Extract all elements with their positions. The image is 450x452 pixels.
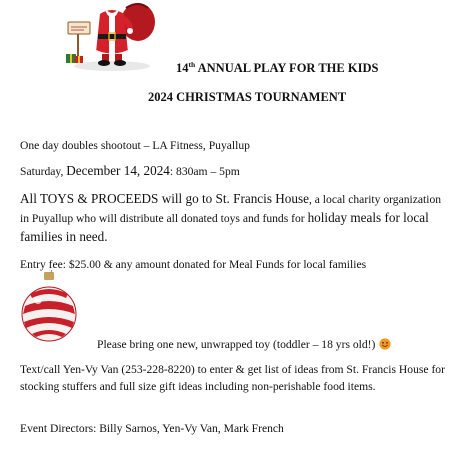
- smiling-face-icon: [379, 338, 391, 350]
- event-subtitle: 2024 CHRISTMAS TOURNAMENT: [148, 90, 347, 104]
- cut-off-text-line: [20, 444, 320, 452]
- event-directors-line: Event Directors: Billy Sarnos, Yen-Vy Van, Mark French: [20, 422, 284, 435]
- date-line: [20, 163, 445, 180]
- contact-paragraph: Text/call Yen-Vy Van (253-228-8220) to enter & get list of ideas from St. Francis House for stocking stuffers and full size gift ideas including non-perishable food items.: [20, 363, 445, 393]
- date-time: : 830am – 5pm: [169, 165, 240, 178]
- charity-lead: All TOYS & PROCEEDS: [20, 191, 159, 206]
- event-title: [0, 60, 450, 76]
- title-text: ANNUAL PLAY FOR THE KIDS: [195, 61, 379, 75]
- charity-text-1: will go to: [158, 191, 216, 206]
- location-line: One day doubles shootout – LA Fitness, Puyallup: [20, 139, 250, 152]
- toy-request-text: Please bring one new, unwrapped toy (toddler – 18 yrs old!): [97, 338, 376, 351]
- title-ordinal-suffix: th: [188, 60, 196, 69]
- entry-fee-line: Entry fee: $25.00 & any amount donated for Meal Funds for local families: [20, 258, 367, 271]
- date-day: Saturday,: [20, 165, 67, 178]
- charity-org-name: St. Francis House: [215, 191, 309, 206]
- charity-paragraph: [20, 190, 445, 247]
- toy-request-line: [97, 337, 442, 353]
- charity-text-3: holiday meals for local families in need.: [20, 210, 429, 244]
- title-number: 14: [176, 61, 189, 75]
- christmas-ornament-icon: [20, 270, 78, 350]
- charity-text-2: , a local charity organization in Puyallup who will distribute all donated toys and funds for: [20, 193, 442, 225]
- date-value: December 14, 2024: [66, 163, 170, 178]
